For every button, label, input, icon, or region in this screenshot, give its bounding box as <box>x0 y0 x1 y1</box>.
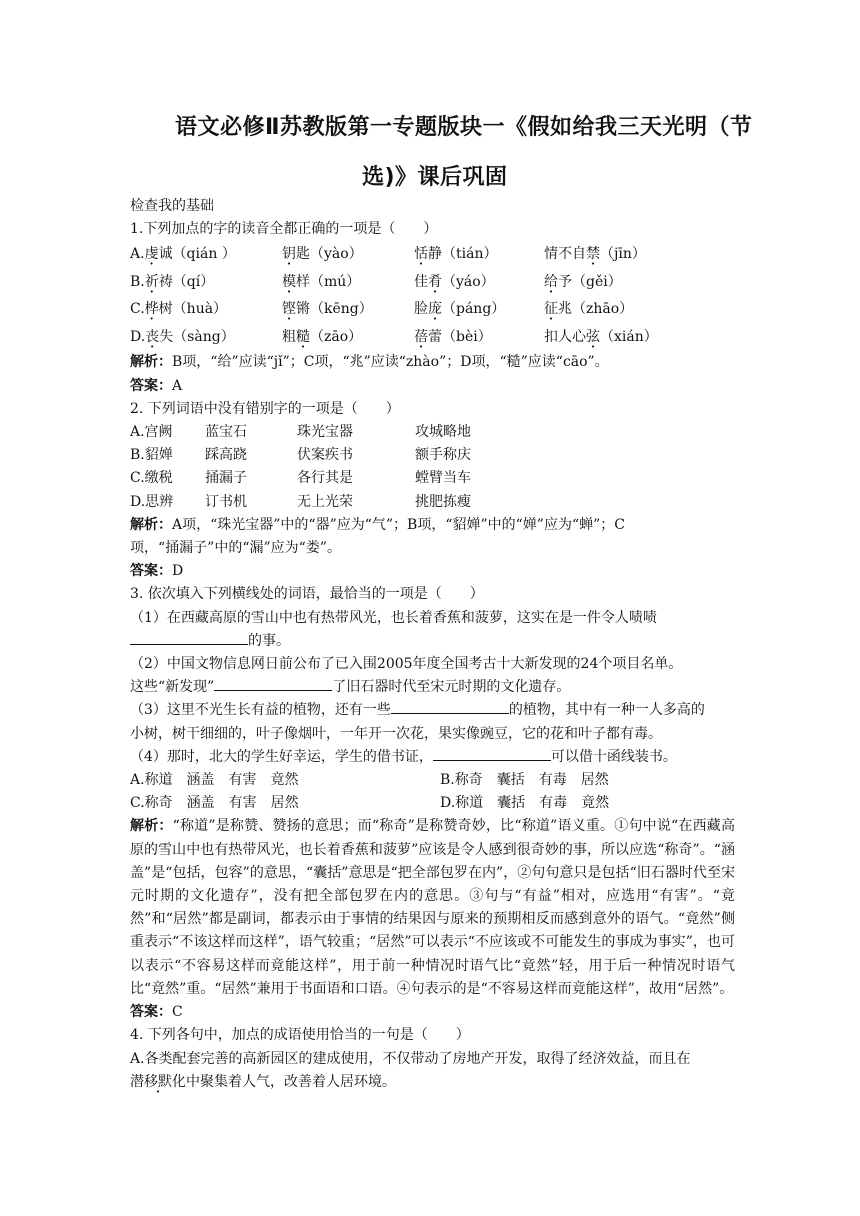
q3-sentence-4: （4）那时，北大的学生好幸运，学生的借书证， 可以借十函线装书。 <box>130 746 735 769</box>
q3-stem: 3. 依次填入下列横线处的词语，最恰当的一项是（ ） <box>130 586 484 603</box>
q2-stem: 2. 下列词语中没有错别字的一项是（ ） <box>130 400 400 417</box>
q1-option-b: B.祈祷（qí） 模样（mú） 佳肴（yáo） 给予（gěi） <box>130 273 622 290</box>
document-title-line2: 选)》课后巩固 <box>362 165 508 190</box>
q3-option-d: D.称道 囊括 有毒 竟然 <box>440 795 610 812</box>
document-title-line1: 语文必修Ⅱ苏教版第一专题版块一《假如给我三天光明（节 <box>175 115 753 140</box>
q4-option-a-cont: 潜移默化中聚集着人气，改善着人居环境。 <box>130 1073 396 1090</box>
q2-analysis: 解析：A项，“珠光宝器”中的“器”应为“气”；B项，“貂婵”中的“婵”应为“蝉”；C <box>130 516 625 533</box>
q1-analysis: 解析：B项，“给”应读“jǐ”；C项，“兆”应读“zhào”；D项，“糙”应读“cāo”。 <box>130 354 609 371</box>
q3-sentence-1-cont: 的事。 <box>130 630 735 653</box>
q3-blank-3 <box>391 699 509 714</box>
q2-option-d: D.思辨 订书机 无上光荣 挑肥拣瘦 <box>130 493 471 510</box>
q1-option-a: A.虔诚（qián ） 钥匙（yào） 恬静（tián） 情不自禁（jīn） <box>130 246 646 263</box>
q3-options-row-1 <box>130 769 735 792</box>
q1-option-c: C.桦树（huà） 铿锵（kēng） 脸庞（páng） 征兆（zhāo） <box>130 301 634 318</box>
q3-sentence-1: （1）在西藏高原的雪山中也有热带风光，也长着香蕉和菠萝，这实在是一件令人啧啧 <box>130 609 657 626</box>
q4-stem: 4. 下列各句中，加点的成语使用恰当的一句是（ ） <box>130 1027 470 1044</box>
q3-options-row-2 <box>130 792 735 815</box>
q3-analysis: 解析：“称道”是称赞、赞扬的意思；而“称奇”是称赞奇妙，比“称道”语义重。①句中说“在西藏高原的雪山中也有热带风光，也长着香蕉和菠萝”应该是令人感到很奇妙的事，所以应选“称奇”。“涵盖”是“包括，包容”的意思，“囊括”意思是“把全部包罗在内”，②句句意只是包括“旧石器时代至宋元时期的文化遗存”，没有把全部包罗在内的意思。③句与“有益”相对，应选用“有害”。“竟然”和“居然”都是副词，都表示由于事情的结果因与原来的预期相反而感到意外的语气。“竟然”侧重表示“不该这样而这样”，语气较重；“居然”可以表示“不应该或不可能发生的事成为事实”，也可以表示“不容易这样而竟能这样”，用于前一种情况时语气比“竟然”轻，用于后一种情况时语气比“竟然”重。“居然”兼用于书面语和口语。④句表示的是“不容易这样而竟能这样”，故用“居然”。 <box>130 818 735 997</box>
section-heading: 检查我的基础 <box>130 198 214 214</box>
q3-blank-4 <box>433 746 551 761</box>
q3-option-c: C.称奇 涵盖 有害 居然 <box>130 795 299 812</box>
document-body <box>130 195 735 1094</box>
q3-sentence-2-cont: 这些“新发现” 了旧石器时代至宋元时期的文化遗存。 <box>130 676 735 699</box>
q2-analysis-cont: 项，“捅漏子”中的“漏”应为“娄”。 <box>130 540 341 557</box>
q2-option-b: B.貂婵 踩高跷 伏案疾书 额手称庆 <box>130 447 471 464</box>
q3-option-b: B.称奇 囊括 有毒 居然 <box>440 772 609 789</box>
q3-option-a: A.称道 涵盖 有害 竟然 <box>130 772 299 789</box>
q2-option-a: A.宫阙 蓝宝石 珠光宝器 攻城略地 <box>130 424 471 441</box>
q3-blank-2 <box>214 676 332 691</box>
q1-stem: 1.下列加点的字的读音全都正确的一项是（ ） <box>130 221 438 238</box>
q3-blank-1 <box>130 630 248 645</box>
q4-dotted-idiom: 潜移默化 <box>130 1073 186 1090</box>
q2-answer: 答案：D <box>130 563 184 580</box>
q3-sentence-3-cont: 小树，树干细细的，叶子像烟叶，一年开一次花，果实像豌豆，它的花和叶子都有毒。 <box>130 725 662 742</box>
q1-option-d: D.丧失（sàng） 粗糙（zāo） 蓓蕾（bèi） 扣人心弦（xián） <box>130 328 658 345</box>
q4-option-a: A.各类配套完善的高新园区的建成使用，不仅带动了房地产开发，取得了经济效益，而且在 <box>130 1050 691 1067</box>
q3-sentence-3: （3）这里不光生长有益的植物，还有一些 的植物，其中有一种一人多高的 <box>130 699 735 722</box>
q3-sentence-2: （2）中国文物信息网日前公布了已入围2005年度全国考古十大新发现的24个项目名单。 <box>130 656 683 673</box>
q1-answer: 答案：A <box>130 377 183 394</box>
q3-answer: 答案：C <box>130 1004 183 1021</box>
q2-option-c: C.缴税 捅漏子 各行其是 螳臂当车 <box>130 470 471 487</box>
